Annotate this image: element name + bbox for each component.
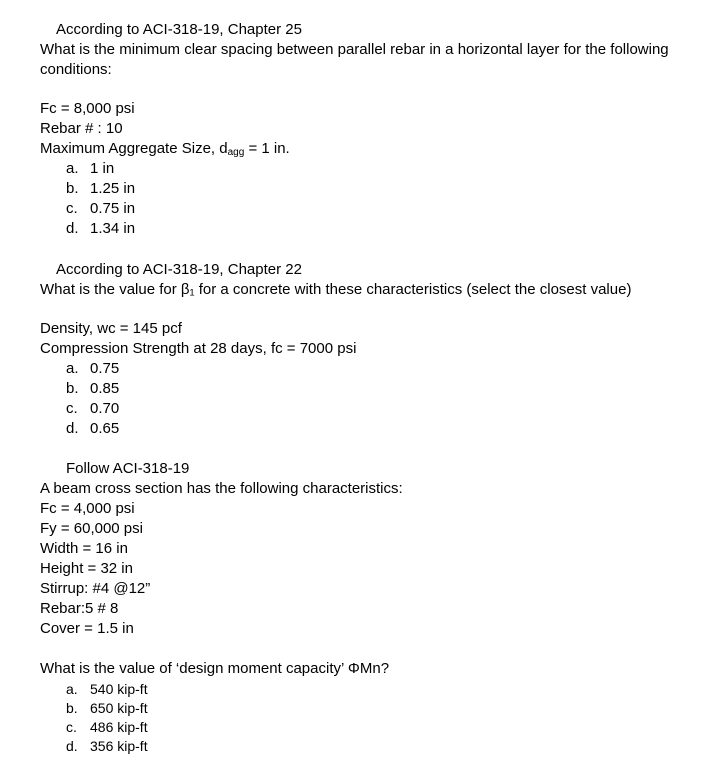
option-text: 486 kip-ft [90,719,148,735]
q1-agg-prefix: Maximum Aggregate Size, d [40,140,228,157]
q3-option-b [66,698,148,718]
q2-option-b [66,379,119,399]
option-text: 1.25 in [90,180,136,197]
option-letter: c. [66,400,78,417]
option-letter: c. [66,200,78,217]
option-text: 0.75 in [90,200,136,217]
option-letter: a. [66,681,78,697]
option-text: 0.65 [90,420,120,437]
q3-rebar: Rebar:5 # 8 [40,600,119,617]
option-text: 1 in [90,160,115,177]
q1-option-d [66,219,135,239]
q3-fy: Fy = 60,000 psi [40,520,143,537]
q1-agg-suffix: = 1 in. [244,140,290,157]
option-letter: c. [66,719,77,735]
q3-width: Width = 16 in [40,540,128,557]
q1-rebar: Rebar # : 10 [40,120,123,137]
q2-option-a [66,359,119,379]
option-letter: d. [66,420,79,437]
q3-intro: A beam cross section has the following characteristics: [40,480,403,497]
q2-strength: Compression Strength at 28 days, fc = 7000 psi [40,340,357,357]
q1-aggregate-size [40,139,290,159]
q3-cover: Cover = 1.5 in [40,620,134,637]
q3-option-a [66,679,148,699]
option-text: 1.34 in [90,220,136,237]
q1-option-b [66,179,135,199]
option-text: 650 kip-ft [90,700,148,716]
q3-height: Height = 32 in [40,560,133,577]
option-text: 0.75 [90,360,120,377]
q3-question: What is the value of ‘design moment capacity’ ΦMn? [40,660,390,677]
q3-option-d [66,736,148,756]
option-letter: d. [66,220,79,237]
q3-fc: Fc = 4,000 psi [40,500,135,517]
option-letter: b. [66,380,79,397]
q3-option-c [66,717,148,737]
q1-agg-subscript: agg [227,147,245,158]
option-text: 356 kip-ft [90,738,148,754]
q1-fc: Fc = 8,000 psi [40,100,135,117]
q1-heading: According to ACI-318-19, Chapter 25 [56,21,302,38]
q2-density: Density, wc = 145 pcf [40,320,182,337]
option-letter: d. [66,738,78,754]
option-text: 0.85 [90,380,120,397]
option-letter: a. [66,160,79,177]
q1-option-a [66,159,114,179]
q2-option-c [66,399,119,419]
option-letter: a. [66,360,79,377]
q2-heading: According to ACI-318-19, Chapter 22 [56,261,302,278]
q3-heading: Follow ACI-318-19 [66,460,190,477]
q1-option-c [66,199,135,219]
q3-stirrup: Stirrup: #4 @12” [40,580,151,597]
q1-question: What is the minimum clear spacing between parallel rebar in a horizontal layer for the following conditions: [40,41,669,78]
option-text: 0.70 [90,400,120,417]
option-text: 540 kip-ft [90,681,148,697]
option-letter: b. [66,700,78,716]
option-letter: b. [66,180,79,197]
q2-option-d [66,419,119,439]
q2-question: What is the value for β₁ for a concrete with these characteristics (select the closest value) [40,281,632,298]
